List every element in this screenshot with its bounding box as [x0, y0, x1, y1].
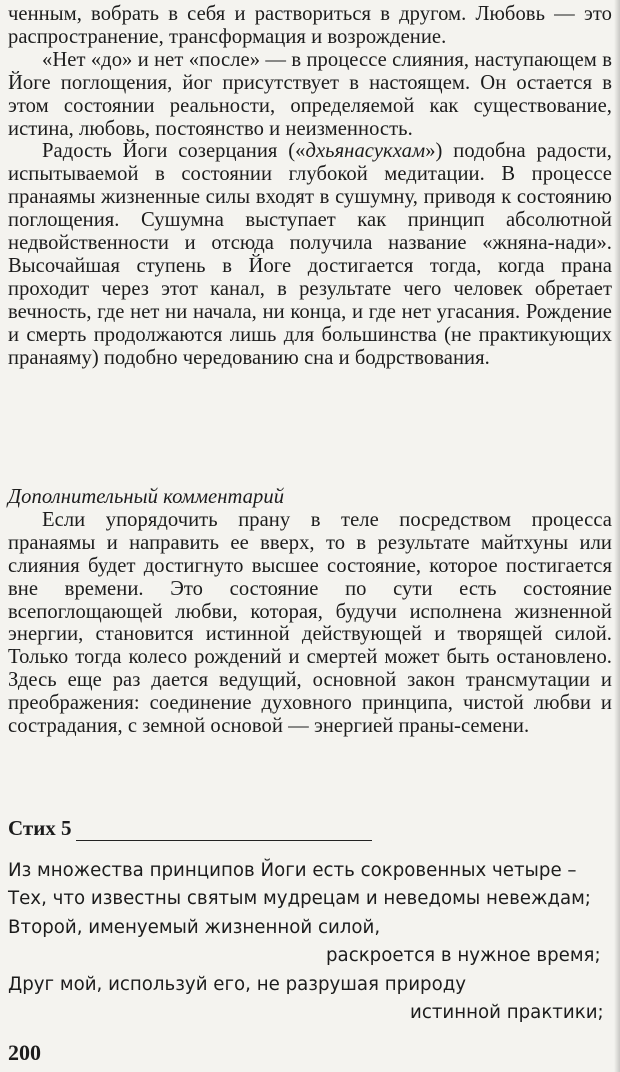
paragraph: Если упорядочить прану в теле посредством процесса пранаямы и направить ее вверх, то в результате майтхуны или слияния будет достигнуто высшее состояние, которое постигается вне времени. Это состояние по сути есть состояние всепоглощающей любви, которая, будучи исполнена жизненной энергии, становится истинной действующей и творящей силой. Только тогда колесо рождений и смертей может быть остановлено. Здесь еще раз дается ведущий, основной закон трансмутации и преображения: соединение духовного принципа, чистой любви и сострадания, с земной основой — энергией праны-семени. — [8, 508, 612, 738]
paragraph-text: Радость Йоги созерцания (« — [42, 140, 306, 163]
heading-rule — [76, 840, 372, 841]
additional-commentary — [8, 486, 612, 738]
verse-block — [8, 857, 612, 1027]
sanskrit-term: дхьянасукхам — [305, 140, 426, 163]
page-edge-shadow — [614, 0, 620, 1072]
verse-line-continued: истинной практики; — [410, 1002, 604, 1024]
section-title: Стих 5 — [8, 816, 72, 840]
verse-line: Из множества принципов Йоги есть сокровенных четыре – — [8, 860, 577, 881]
verse-line: Друг мой, используй его, не разрушая природу — [8, 973, 467, 995]
commentary-block — [8, 3, 612, 370]
paragraph-continued: ченным, вобрать в себя и раствориться в другом. Любовь — это распространение, трансформация и возрождение. — [8, 3, 612, 48]
verse-line: Тех, что известны святым мудрецам и неведомы невеждам; — [8, 888, 591, 910]
verse-line-continued: раскроется в нужное время; — [326, 945, 601, 967]
page-number: 200 — [8, 1040, 41, 1065]
paragraph: «Нет «до» и нет «после» — в процессе слияния, наступающем в Йоге поглощения, йог присутствует в настоящем. Он остается в этом состоянии реальности, определяемой как существование, истина, любовь, постоянство и неизменность. — [8, 48, 612, 140]
paragraph-text: ») подобна радости, испытываемой в состоянии глубокой медитации. В процессе пранаямы жизненные силы входят в сушумну, приводя к состоянию поглощения. Сушумна выступает как принцип абсолютной недвойственности и отсюда получила название «жняна-нади». Высочайшая ступень в Йоге достигается тогда, когда прана проходит через этот канал, в результате чего человек обретает вечность, где нет ни начала, ни конца, и где нет угасания. Рождение и смерть продолжаются лишь для большинства (не практикующих пранаяму) подобно чередованию сна и бодрствования. — [8, 140, 612, 369]
paragraph — [8, 140, 612, 369]
verse-line: Второй, именуемый жизненной силой, — [8, 916, 381, 938]
subheading: Дополнительный комментарий — [8, 486, 285, 508]
